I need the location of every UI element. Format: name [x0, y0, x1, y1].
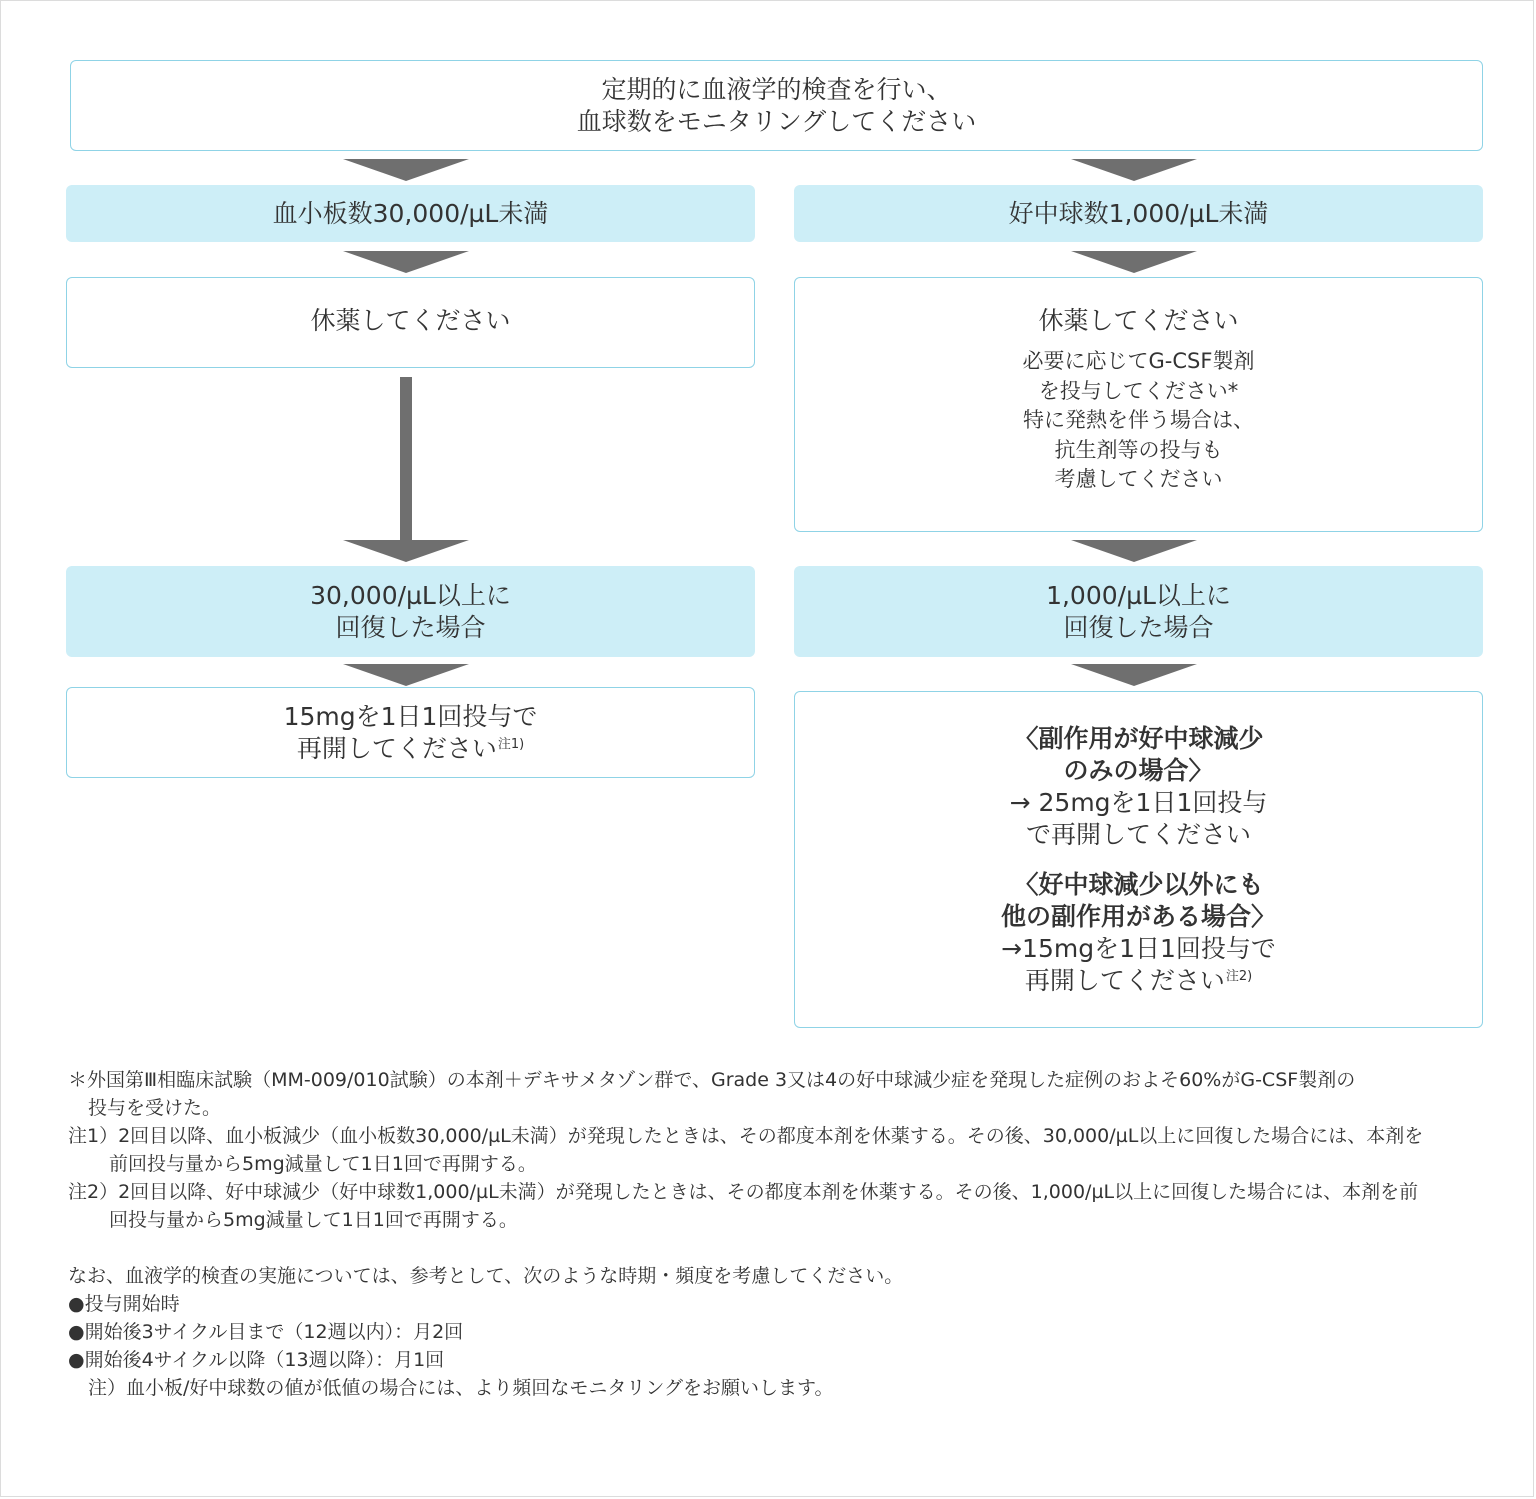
monitoring-intro: なお、血液学的検査の実施については、参考として、次のような時期・頻度を考慮してください。: [68, 1265, 904, 1287]
case2-body-line1: →15mgを1日1回投与で: [1001, 933, 1276, 963]
left-resume-line2: 再開してください: [296, 733, 497, 763]
platelet-condition-box: [66, 185, 755, 242]
case1-body-line1: → 25mgを1日1回投与: [1009, 787, 1268, 817]
left-resume-line1: 15mgを1日1回投与で: [283, 701, 538, 731]
neutrophil-condition-box: [794, 185, 1483, 242]
note1-line1: 2回目以降、血小板減少（血小板数30,000/µL未満）が発現したときは、その都度本剤を休薬する。その後、30,000/µL以上に回復した場合には、本剤を: [118, 1125, 1424, 1147]
right-detail-line1: 必要に応じてG-CSF製剤: [1022, 349, 1255, 373]
note1-mark: 注1）: [68, 1125, 119, 1147]
right-suspend-box: [794, 277, 1483, 532]
arrow-down-left-1: [343, 159, 469, 181]
top-box-line2: 血球数をモニタリングしてください: [576, 106, 977, 136]
right-detail-line4: 抗生剤等の投与も: [1054, 437, 1223, 462]
platelet-condition-text: 血小板数30,000/µL未満: [272, 198, 549, 228]
left-suspend-text: 休薬してください: [310, 306, 511, 335]
arrow-down-right-4: [1071, 664, 1197, 686]
case1-heading-line2: のみの場合〉: [1063, 755, 1214, 785]
arrow-down-left-2: [343, 251, 469, 273]
monitoring-item-3: ●開始後4サイクル以降（13週以降）：月1回: [68, 1349, 445, 1371]
asterisk-footnote: [68, 1066, 1488, 1094]
arrow-down-right-3: [1071, 540, 1197, 562]
asterisk-line2: 投与を受けた。: [88, 1097, 222, 1119]
platelet-recovery-line2: 回復した場合: [335, 612, 486, 642]
left-resume-line2-wrap: [297, 733, 524, 765]
note1-footnote: [68, 1122, 1488, 1150]
note2-line1: 2回目以降、好中球減少（好中球数1,000/µL未満）が発現したときは、その都度本剤を休薬する。その後、1,000/µL以上に回復した場合には、本剤を前: [118, 1181, 1419, 1203]
case2-note: 注2): [1225, 968, 1253, 984]
note2-line2: 回投与量から5mg減量して1日1回で再開する。: [109, 1209, 518, 1231]
right-suspend-text: 休薬してください: [1038, 306, 1239, 335]
spacer: [68, 1234, 1488, 1262]
note1-line2-row: [68, 1150, 1488, 1178]
case2-heading-line2: 他の副作用がある場合〉: [1000, 901, 1276, 931]
case1-heading-line1: 〈副作用が好中球減少: [1013, 723, 1264, 753]
monitoring-item-2: ●開始後3サイクル目まで（12週以内）：月2回: [68, 1321, 464, 1343]
top-box-line1: 定期的に血液学的検査を行い、: [601, 74, 952, 104]
right-detail-line2: を投与してください*: [1038, 378, 1239, 403]
note2-mark: 注2）: [68, 1181, 119, 1203]
arrow-down-right-1: [1071, 159, 1197, 181]
arrow-shaft-left: [400, 377, 412, 543]
left-suspend-box: [66, 277, 755, 368]
neutrophil-recovery-line1: 1,000/µL以上に: [1046, 580, 1231, 610]
monitoring-note: 注）血小板/好中球数の値が低値の場合には、より頻回なモニタリングをお願いします。: [88, 1377, 834, 1399]
right-detail-line5: 考慮してください: [1054, 467, 1223, 491]
monitoring-schedule: [68, 1262, 1488, 1402]
platelet-recovery-line1: 30,000/µL以上に: [310, 580, 511, 610]
asterisk-line2-row: [68, 1094, 1488, 1122]
platelet-recovery-box: [66, 566, 755, 657]
asterisk-mark: ＊: [68, 1069, 88, 1091]
monitoring-instruction-box: [70, 60, 1483, 151]
case2-heading-line1: 〈好中球減少以外にも: [1013, 869, 1264, 899]
neutrophil-condition-text: 好中球数1,000/µL未満: [1008, 198, 1269, 228]
left-resume-box: [66, 687, 755, 778]
neutrophil-recovery-line2: 回復した場合: [1063, 612, 1214, 642]
monitoring-item-1: ●投与開始時: [68, 1293, 180, 1315]
arrow-down-left-3: [343, 540, 469, 562]
asterisk-line1: 外国第Ⅲ相臨床試験（MM-009/010試験）の本剤＋デキサメタゾン群で、Grade 3又は4の好中球減少症を発現した症例のおよそ60%がG-CSF製剤の: [87, 1069, 1356, 1091]
neutrophil-recovery-box: [794, 566, 1483, 657]
right-detail-line3: 特に発熱を伴う場合は、: [1023, 408, 1254, 432]
left-resume-note: 注1): [497, 736, 525, 752]
arrow-down-left-4: [343, 664, 469, 686]
footnotes: [68, 1066, 1488, 1402]
note2-line2-row: [68, 1206, 1488, 1234]
note1-line2: 前回投与量から5mg減量して1日1回で再開する。: [109, 1153, 537, 1175]
arrow-down-right-2: [1071, 251, 1197, 273]
case2-body-line2-wrap: [1025, 965, 1252, 997]
case1-body-line2: で再開してください: [1025, 819, 1251, 849]
right-resume-box: [794, 691, 1483, 1028]
case2-body-line2: 再開してください: [1024, 965, 1225, 995]
note2-footnote: [68, 1178, 1488, 1206]
